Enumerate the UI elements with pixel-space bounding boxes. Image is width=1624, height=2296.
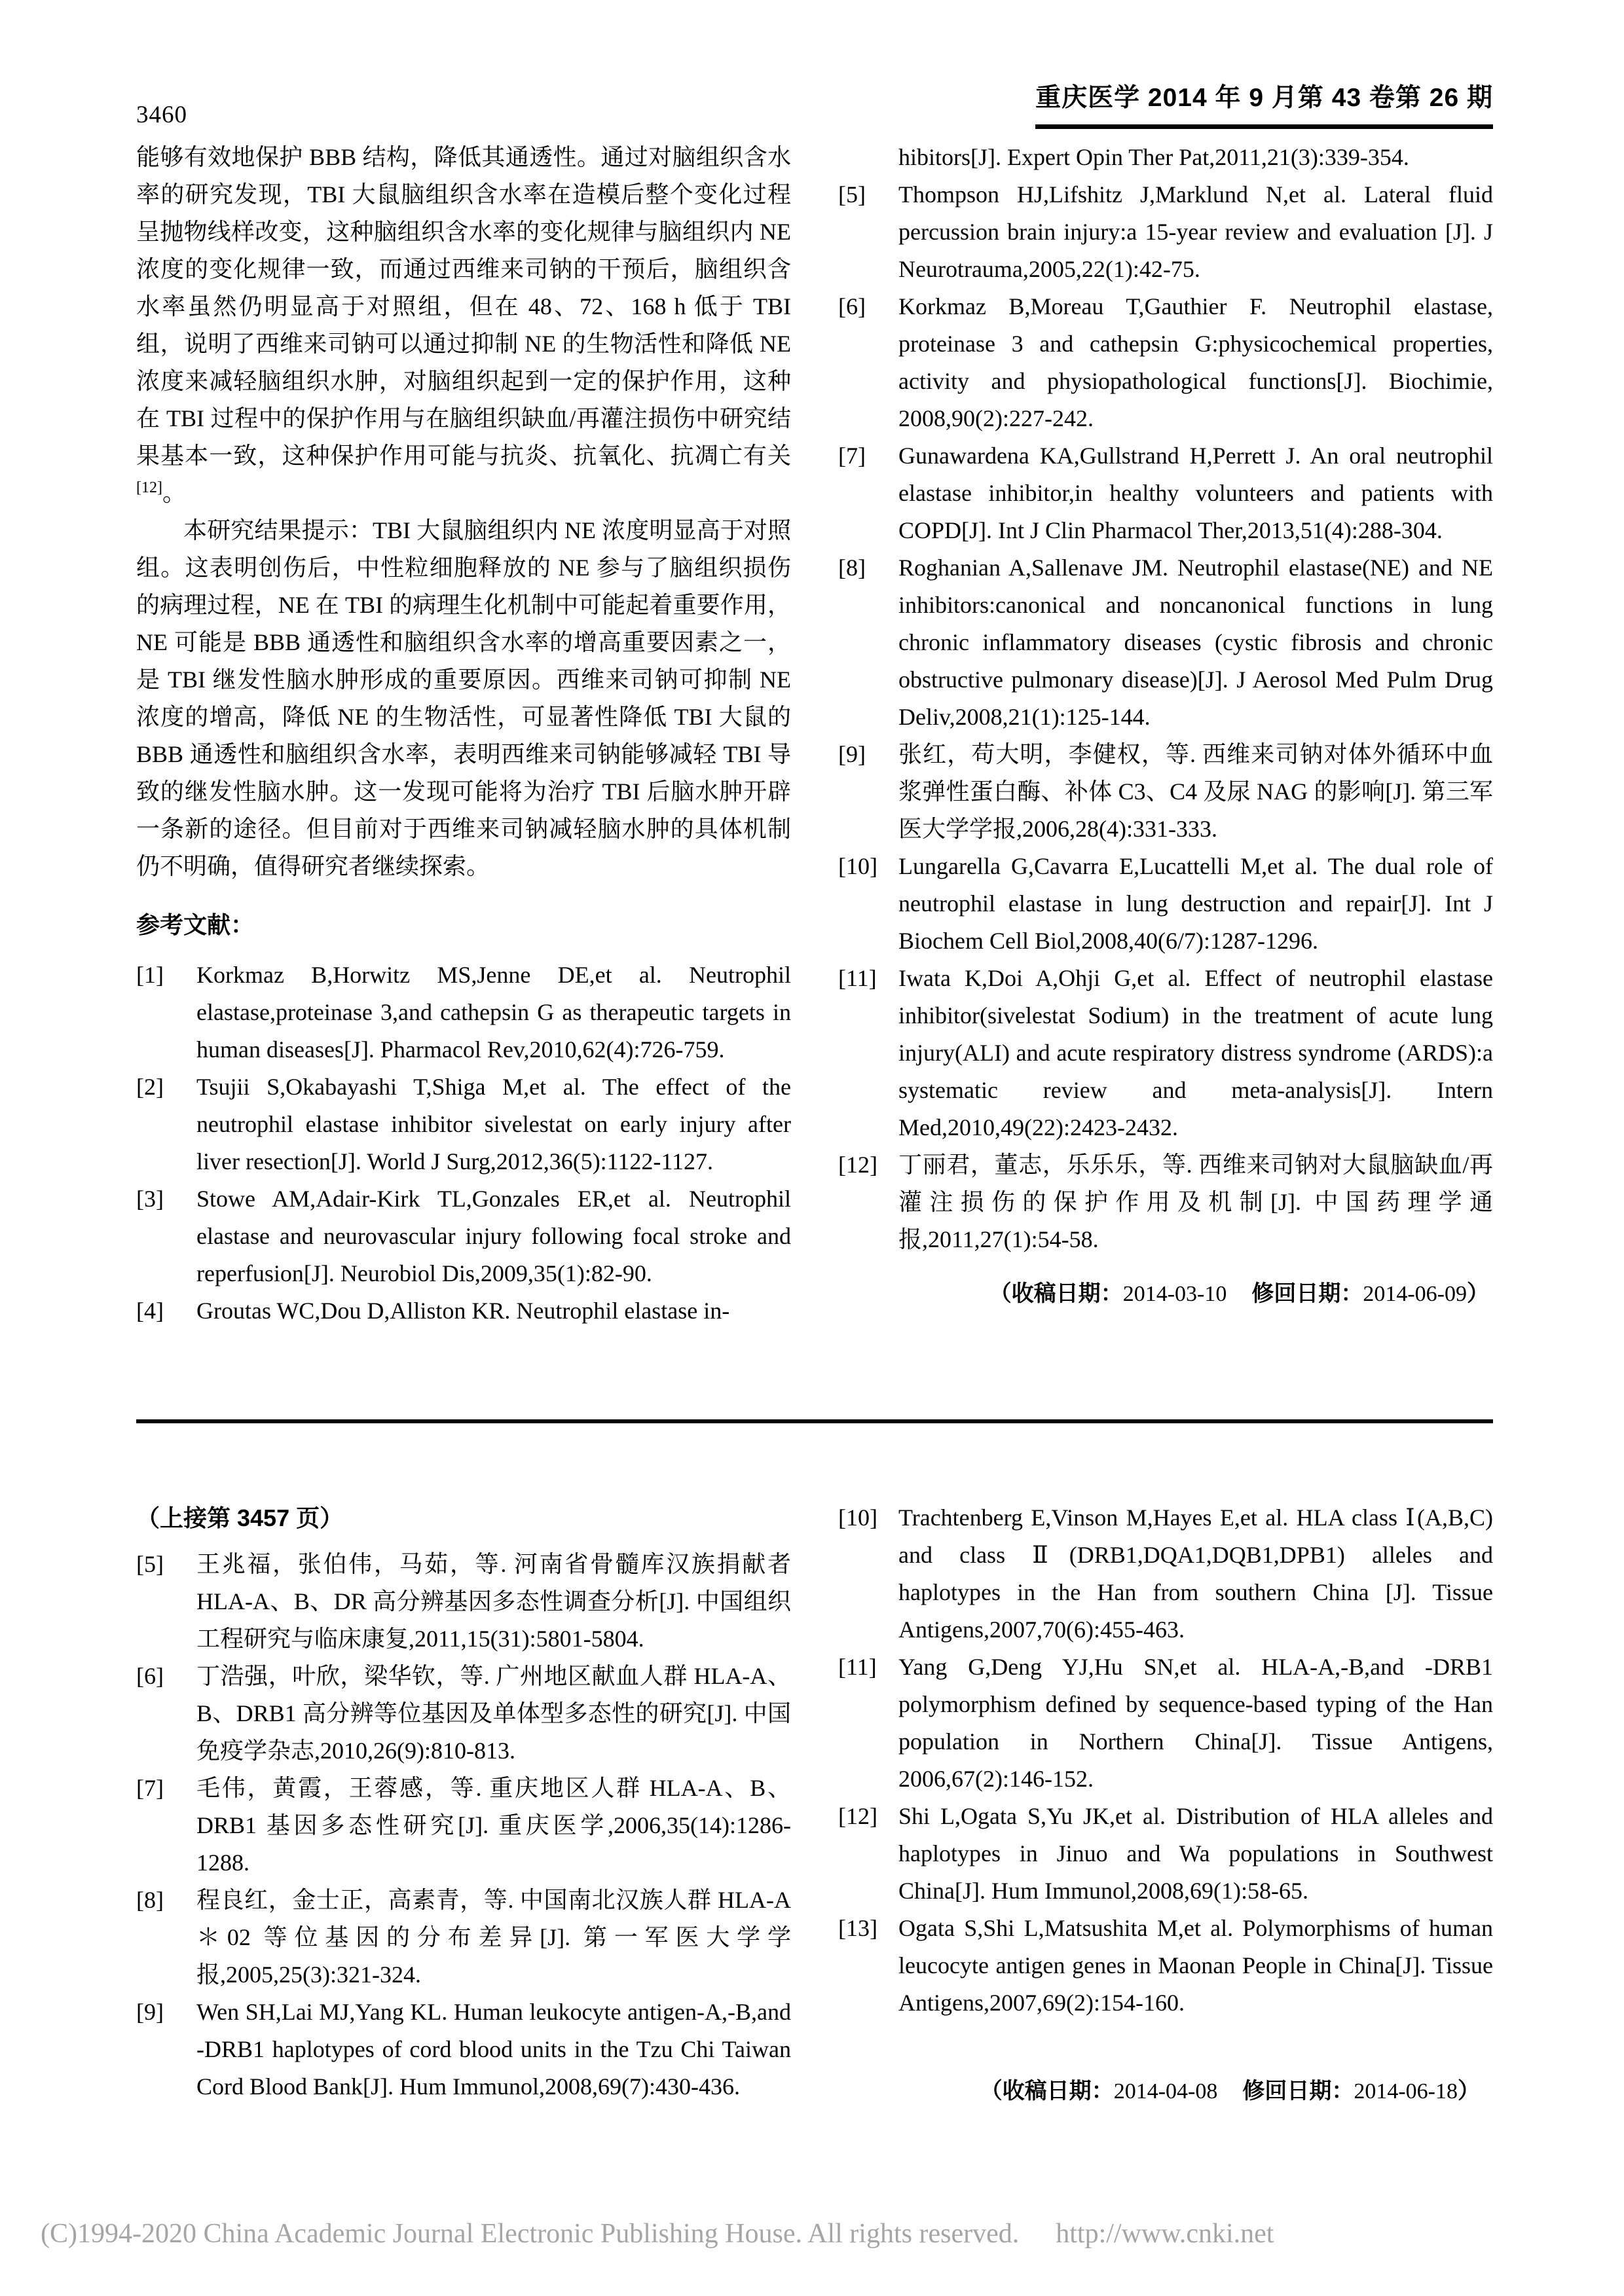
journal-title: 重庆医学 2014 年 9 月第 43 卷第 26 期 <box>1035 77 1493 129</box>
ref-text: 毛伟，黄霞，王蓉感，等. 重庆地区人群 HLA-A、B、DRB1 基因多态性研究[J]. 重庆医学,2006,35(14):1286-1288. <box>196 1775 791 1876</box>
copyright-text: (C)1994-2020 China Academic Journal Electronic Publishing House. All rights reserved. <box>41 2219 1020 2249</box>
section-divider <box>136 1419 1493 1423</box>
reference-item <box>838 960 1493 1146</box>
right-column <box>838 139 1493 1313</box>
reference-item <box>136 1994 791 2105</box>
ref-number: [8] <box>838 555 866 581</box>
ref-number: [11] <box>838 965 877 991</box>
footer-copyright <box>41 2218 1586 2250</box>
paragraph-text: 能够有效地保护 BBB 结构，降低其通透性。通过对脑组织含水率的研究发现，TBI 大鼠脑组织含水率在造模后整个变化过程呈抛物线样改变，这种脑组织含水率的变化规律与脑组织内 NE 浓度的变化规律一致，而通过西维来司钠的干预后，脑组织含水率虽然仍明显高于对照组，但在 48、72、168 h 低于 TBI 组，说明了西维来司钠可以通过抑制 NE 的生物活性和降低 NE 浓度来减轻脑组织水肿，对脑组织起到一定的保护作用，这种在 TBI 过程中的保护作用与在脑组织缺血/再灌注损伤中研究结果基本一致，这种保护作用可能与抗炎、抗氧化、抗凋亡有关 <box>136 144 791 469</box>
reference-item <box>136 1546 791 1658</box>
ref-number: [6] <box>136 1663 164 1689</box>
ref-text: Trachtenberg E,Vinson M,Hayes E,et al. HLA class Ⅰ(A,B,C) and class Ⅱ(DRB1,DQA1,DQB1,DPB1) alleles and haplotypes in the Han from southern China [J]. Tissue Antigens,2007,70(6):455-463. <box>898 1504 1493 1643</box>
paragraph-end: 。 <box>162 480 186 506</box>
ref-number: [3] <box>136 1186 164 1212</box>
reference-item <box>838 1649 1493 1798</box>
ref-number: [2] <box>136 1074 164 1100</box>
reference-item <box>136 1658 791 1770</box>
revised-label: 修回日期： <box>1242 2079 1354 2104</box>
ref-text: 王兆福，张伯伟，马茹，等. 河南省骨髓库汉族捐献者 HLA-A、B、DR 高分辨基因多态性调查分析[J]. 中国组织工程研究与临床康复,2011,15(31):5801-5804. <box>196 1551 791 1652</box>
ref-text: Shi L,Ogata S,Yu JK,et al. Distribution of HLA alleles and haplotypes in Jinuo and Wa populations in Southwest China[J]. Hum Immunol,2008,69(1):58-65. <box>898 1803 1493 1904</box>
ref-number: [10] <box>838 853 877 879</box>
reference-item <box>838 736 1493 848</box>
ref-number: [7] <box>838 443 866 469</box>
ref-text: Korkmaz B,Moreau T,Gauthier F. Neutrophil elastase, proteinase 3 and cathepsin G:physicochemical properties, activity and physiopathological functions[J]. Biochimie, 2008,90(2):227-242. <box>898 293 1493 431</box>
ref-number: [10] <box>838 1504 877 1531</box>
continued-note: （上接第 3457 页） <box>136 1504 344 1531</box>
revised-date: 2014-06-09 <box>1363 1282 1467 1306</box>
reference-item <box>838 1146 1493 1258</box>
received-date: 2014-03-10 <box>1122 1282 1227 1306</box>
received-label: （收稿日期： <box>989 1281 1123 1306</box>
ref-text: Tsujii S,Okabayashi T,Shiga M,et al. The effect of the neutrophil elastase inhibitor sivelestat on early injury after liver resection[J]. World J Surg,2012,36(5):1122-1127. <box>196 1074 791 1175</box>
ref-text: Wen SH,Lai MJ,Yang KL. Human leukocyte antigen-A,-B,and -DRB1 haplotypes of cord blood units in the Tzu Chi Taiwan Cord Blood Bank[J]. Hum Immunol,2008,69(7):430-436. <box>196 1999 791 2100</box>
ref-number: [11] <box>838 1654 877 1680</box>
revised-label: 修回日期： <box>1251 1281 1363 1306</box>
ref-number: [4] <box>136 1298 164 1324</box>
ref-number: [5] <box>838 181 866 208</box>
reference-item <box>838 1798 1493 1910</box>
reference-item <box>136 1770 791 1882</box>
ref-text: 程良红，金士正，高素青，等. 中国南北汉族人群 HLA-A＊02 等位基因的分布差异[J]. 第一军医大学学报,2005,25(3):321-324. <box>196 1887 791 1988</box>
citation-superscript: [12] <box>136 479 162 496</box>
ref-number: [8] <box>136 1887 164 1913</box>
received-label: （收稿日期： <box>980 2079 1114 2104</box>
body-paragraph <box>136 139 791 512</box>
reference-item <box>136 957 791 1068</box>
received-date: 2014-04-08 <box>1113 2079 1218 2104</box>
ref-text: 张红，苟大明，李健权，等. 西维来司钠对体外循环中血浆弹性蛋白酶、补体 C3、C4 及尿 NAG 的影响[J]. 第三军医大学学报,2006,28(4):331-333. <box>898 741 1493 842</box>
ref-number: [13] <box>838 1915 877 1941</box>
reference-item <box>136 1882 791 1994</box>
continued-left-column <box>136 1499 791 2105</box>
ref-text: 丁浩强，叶欣，梁华钦，等. 广州地区献血人群 HLA-A、B、DRB1 高分辨等位基因及单体型多态性的研究[J]. 中国免疫学杂志,2010,26(9):810-813. <box>196 1663 791 1764</box>
ref-number: [1] <box>136 962 164 988</box>
ref-number: [6] <box>838 293 866 319</box>
ref-text: Ogata S,Shi L,Matsushita M,et al. Polymorphisms of human leucocyte antigen genes in Maonan People in China[J]. Tissue Antigens,2007,69(2):154-160. <box>898 1915 1493 2016</box>
received-dates <box>838 2073 1493 2110</box>
ref-text: Groutas WC,Dou D,Alliston KR. Neutrophil elastase in- <box>196 1298 730 1324</box>
ref-number: [12] <box>838 1803 877 1829</box>
dates-close: ） <box>1458 2079 1480 2104</box>
received-dates <box>838 1275 1493 1313</box>
ref-text: Stowe AM,Adair-Kirk TL,Gonzales ER,et al. Neutrophil elastase and neurovascular injury following focal stroke and reperfusion[J]. Neurobiol Dis,2009,35(1):82-90. <box>196 1186 791 1286</box>
ref-number: [5] <box>136 1551 164 1577</box>
reference-item <box>838 1499 1493 1649</box>
ref-text: Iwata K,Doi A,Ohji G,et al. Effect of neutrophil elastase inhibitor(sivelestat Sodium) in the treatment of acute lung injury(ALI) and acute respiratory distress syndrome (ARDS):a systematic review and meta-analysis[J]. Intern Med,2010,49(22):2423-2432. <box>898 965 1493 1140</box>
cnki-url: http://www.cnki.net <box>1056 2219 1274 2249</box>
ref-text: Lungarella G,Cavarra E,Lucattelli M,et al. The dual role of neutrophil elastase in lung destruction and repair[J]. Int J Biochem Cell Biol,2008,40(6/7):1287-1296. <box>898 853 1493 954</box>
references-heading: 参考文献： <box>136 911 255 938</box>
dates-close: ） <box>1467 1281 1489 1306</box>
ref-number: [12] <box>838 1152 877 1178</box>
reference-item <box>838 437 1493 549</box>
ref-text: Roghanian A,Sallenave JM. Neutrophil elastase(NE) and NE inhibitors:canonical and noncanonical functions in lung chronic inflammatory diseases (cystic fibrosis and chronic obstructive pulmonary disease)[J]. J Aerosol Med Pulm Drug Deliv,2008,21(1):125-144. <box>898 555 1493 730</box>
ref-number: [9] <box>136 1999 164 2025</box>
ref-text: Korkmaz B,Horwitz MS,Jenne DE,et al. Neutrophil elastase,proteinase 3,and cathepsin G as therapeutic targets in human diseases[J]. Pharmacol Rev,2010,62(4):726-759. <box>196 962 791 1063</box>
page-number: 3460 <box>136 101 187 128</box>
reference-item <box>838 176 1493 288</box>
revised-date: 2014-06-18 <box>1354 2079 1458 2104</box>
reference-item <box>136 1068 791 1180</box>
continued-right-column <box>838 1499 1493 2110</box>
left-column <box>136 139 791 1330</box>
ref-text: 丁丽君，董志，乐乐乐，等. 西维来司钠对大鼠脑缺血/再灌注损伤的保护作用及机制[J]. 中国药理学通报,2011,27(1):54-58. <box>898 1152 1493 1252</box>
reference-item <box>838 1910 1493 2022</box>
ref-text: Thompson HJ,Lifshitz J,Marklund N,et al. Lateral fluid percussion brain injury:a 15-year review and evaluation [J]. J Neurotrauma,2005,22(1):42-75. <box>898 181 1493 282</box>
reference-item <box>838 549 1493 736</box>
reference-item <box>136 1292 791 1330</box>
ref-text: Gunawardena KA,Gullstrand H,Perrett J. An oral neutrophil elastase inhibitor,in healthy volunteers and patients with COPD[J]. Int J Clin Pharmacol Ther,2013,51(4):288-304. <box>898 443 1493 543</box>
body-paragraph: 本研究结果提示：TBI 大鼠脑组织内 NE 浓度明显高于对照组。这表明创伤后，中性粒细胞释放的 NE 参与了脑组织损伤的病理过程，NE 在 TBI 的病理生化机制中可能起着重要作用，NE 可能是 BBB 通透性和脑组织含水率的增高重要因素之一，是 TBI 继发性脑水肿形成的重要原因。西维来司钠可抑制 NE 浓度的增高，降低 NE 的生物活性，可显著性降低 TBI 大鼠的 BBB 通透性和脑组织含水率，表明西维来司钠能够减轻 TBI 导致的继发性脑水肿。这一发现可能将为治疗 TBI 后脑水肿开辟一条新的途径。但目前对于西维来司钠减轻脑水肿的具体机制仍不明确，值得研究者继续探索。 <box>136 517 791 879</box>
page-header <box>136 77 1493 129</box>
reference-item <box>136 1180 791 1292</box>
reference-continuation: hibitors[J]. Expert Opin Ther Pat,2011,21(3):339-354. <box>898 144 1409 170</box>
reference-item <box>838 848 1493 960</box>
ref-text: Yang G,Deng YJ,Hu SN,et al. HLA-A,-B,and -DRB1 polymorphism defined by sequence-based typing of the Han population in Northern China[J]. Tissue Antigens, 2006,67(2):146-152. <box>898 1654 1493 1792</box>
ref-number: [9] <box>838 741 866 767</box>
reference-item <box>838 288 1493 437</box>
ref-number: [7] <box>136 1775 164 1801</box>
